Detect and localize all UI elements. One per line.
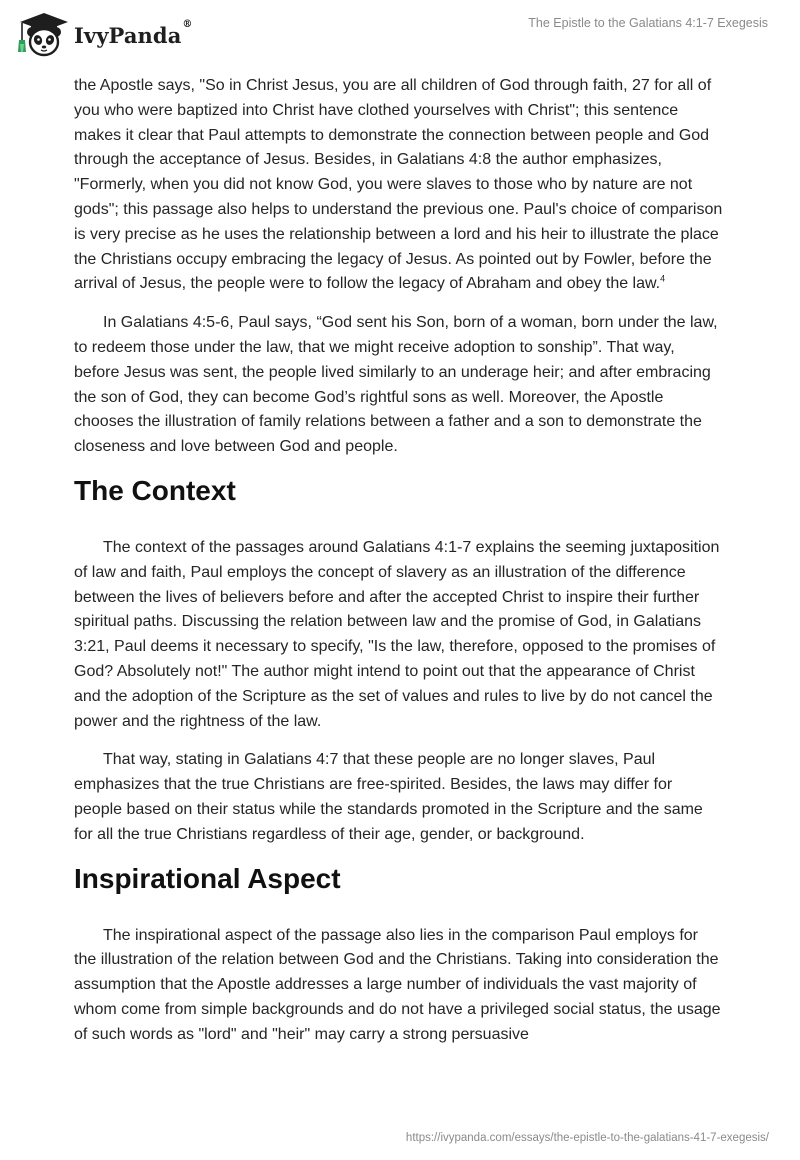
paragraph-5: The inspirational aspect of the passage also lies in the comparison Paul employs for the illustration of the relation between God and the Christians. Taking into consideration the assumption that the Apostle addresses a large number of individuals the vast majority of whom come from simple backgrounds and do not have a privileged social status, the usage of such words as "lord" and "heir" may carry a strong persuasive — [74, 926, 721, 1043]
paragraph-1-text: the Apostle says, "So in Christ Jesus, you are all children of God through faith, 27 for all of you who were baptized into Christ have clothed yourselves with Christ"; this sentence makes it clear that Paul attempts to demonstrate the connection between people and God through the acceptance of Jesus. Besides, in Galatians 4:8 the author emphasizes, "Formerly, when you did not know God, you were slaves to those who by nature are not gods"; this passage also helps to understand the previous one. Paul's choice of comparison is very precise as he uses the relationship between a lord and his heir to illustrate the place the Christians occupy embracing the legacy of Jesus. As pointed out by Fowler, before the arrival of Jesus, the people were to follow the legacy of Abraham and obey the law. — [74, 77, 723, 293]
paragraph-1 — [74, 74, 724, 297]
panda-graduation-cap-icon — [14, 8, 70, 60]
brand-name: IvyPanda® — [74, 18, 193, 48]
brand-logo[interactable] — [14, 8, 193, 60]
source-url[interactable]: https://ivypanda.com/essays/the-epistle-to-the-galatians-41-7-exegesis/ — [405, 1132, 769, 1144]
document-title: The Epistle to the Galatians 4:1-7 Exegesis — [528, 16, 768, 30]
paragraph-2: In Galatians 4:5-6, Paul says, “God sent his Son, born of a woman, born under the law, to redeem those under the law, that we might receive adoption to sonship”. That way, before Jesus was sent, the people lived similarly to an underage heir; and after embracing the son of God, they can become God’s rightful sons as well. Moreover, the Apostle chooses the illustration of family relations between a father and a son to demonstrate the closeness and love between God and people. — [74, 314, 718, 456]
footnote-ref[interactable]: 4 — [660, 274, 666, 285]
page-header — [0, 0, 800, 68]
registered-mark: ® — [182, 18, 193, 30]
paragraph-4: That way, stating in Galatians 4:7 that these people are no longer slaves, Paul emphasizes that the true Christians are free-spirited. Besides, the laws may differ for people based on their status while the standards promoted in the Scripture and the same for all the true Christians regardless of their age, gender, or background. — [74, 751, 703, 843]
article-body — [74, 74, 724, 1062]
paragraph-3: The context of the passages around Galatians 4:1-7 explains the seeming juxtaposition of law and faith, Paul employs the concept of slavery as an illustration of the difference between the lives of believers before and after the accepted Christ to inspire their further spiritual paths. Discussing the relation between law and the promise of God, in Galatians 3:21, Paul deems it necessary to specify, "Is the law, therefore, opposed to the promises of God? Absolutely not!" The author might intend to point out that the appearance of Christ and the adoption of the Scripture as the set of values and rules to live by do not cancel the power and the rightness of the law. — [74, 538, 720, 730]
section-heading-context: The Context — [74, 474, 236, 506]
section-heading-inspirational: Inspirational Aspect — [74, 862, 341, 894]
